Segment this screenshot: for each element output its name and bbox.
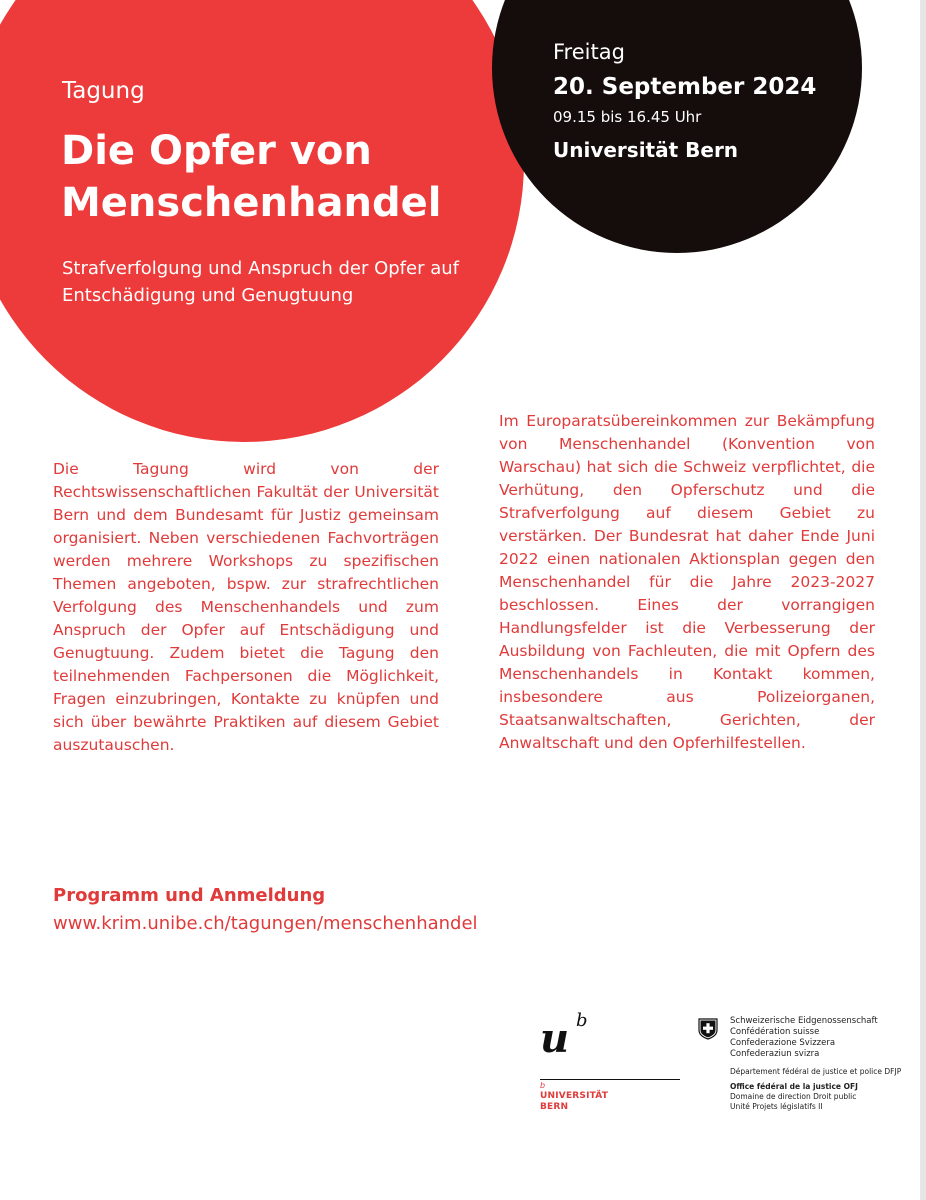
event-date: 20. September 2024 (553, 74, 817, 100)
swiss-cross-icon (698, 1018, 718, 1040)
confederation-name-rm: Confederaziun svizra (730, 1049, 820, 1059)
program-link[interactable]: www.krim.unibe.ch/tagungen/menschenhandel (53, 913, 478, 934)
program-heading: Programm und Anmeldung (53, 885, 326, 906)
body-left-column: Die Tagung wird von der Rechtswissenschaftlichen Fakultät der Universität Bern und dem Bundesamt für Justiz gemeinsam organisiert. Neben verschiedenen Fachvorträgen werden mehrere Workshops zu spezifischen Themen angeboten, bspw. zur strafrechtlichen Verfolgung des Menschenhandels und zum Anspruch der Opfer auf Entschädigung und Genugtuung. Zudem bietet die Tagung den teilnehmenden Fachpersonen die Möglichkeit, Fragen einzubringen, Kontakte zu knüpfen und sich über bewährte Praktiken auf diesem Gebiet auszutauschen. (53, 460, 439, 754)
unibe-logo-superscript: b (576, 1010, 588, 1031)
event-venue: Universität Bern (553, 138, 739, 162)
event-day: Freitag (553, 40, 625, 64)
page-title: Die Opfer von Menschenhandel (61, 128, 442, 226)
confederation-name-de: Schweizerische Eidgenossenschaft (730, 1016, 878, 1026)
unibe-line1: UNIVERSITÄT (540, 1091, 609, 1101)
unit-name: Unité Projets législatifs II (730, 1102, 823, 1111)
unibe-divider (540, 1079, 680, 1080)
confederation-names (730, 1016, 878, 1060)
subtitle: Strafverfolgung und Anspruch der Opfer auf Entschädigung und Genugtuung (62, 258, 459, 306)
body-right-column: Im Europaratsübereinkommen zur Bekämpfung von Menschenhandel (Konvention von Warschau) hat sich die Schweiz verpflichtet, die Verhütung, den Opferschutz und die Strafverfolgung auf diesem Gebiet zu verstärken. Der Bundesrat hat daher Ende Juni 2022 einen nationalen Aktionsplan gegen den Menschenhandel für die Jahre 2023-2027 beschlossen. Eines der vorrangigen Handlungsfelder ist die Verbesserung der Ausbildung von Fachleuten, die mit Opfern des Menschenhandels in Kontakt kommen, insbesondere aus Polizeiorganen, Staatsanwaltschaften, Gerichten, der Anwaltschaft und den Opferhilfestellen. (499, 412, 875, 752)
event-type: Tagung (62, 78, 145, 104)
event-time: 09.15 bis 16.45 Uhr (553, 108, 702, 126)
division-name: Domaine de direction Droit public (730, 1092, 857, 1101)
svg-text:u: u (540, 1015, 570, 1060)
unibe-line2: BERN (540, 1102, 569, 1112)
page-edge (920, 0, 926, 1200)
black-circle (492, 0, 862, 253)
unibe-wordmark (540, 1091, 608, 1113)
confederation-name-it: Confederazione Svizzera (730, 1038, 836, 1048)
office-name: Office fédéral de la justice OFJ (730, 1082, 858, 1091)
office-block (730, 1082, 858, 1112)
unibe-logo-icon (538, 1010, 598, 1060)
department-name: Département fédéral de justice et police DFJP (730, 1067, 902, 1076)
confederation-name-fr: Confédération suisse (730, 1027, 820, 1037)
unibe-small-b: b (540, 1081, 546, 1090)
